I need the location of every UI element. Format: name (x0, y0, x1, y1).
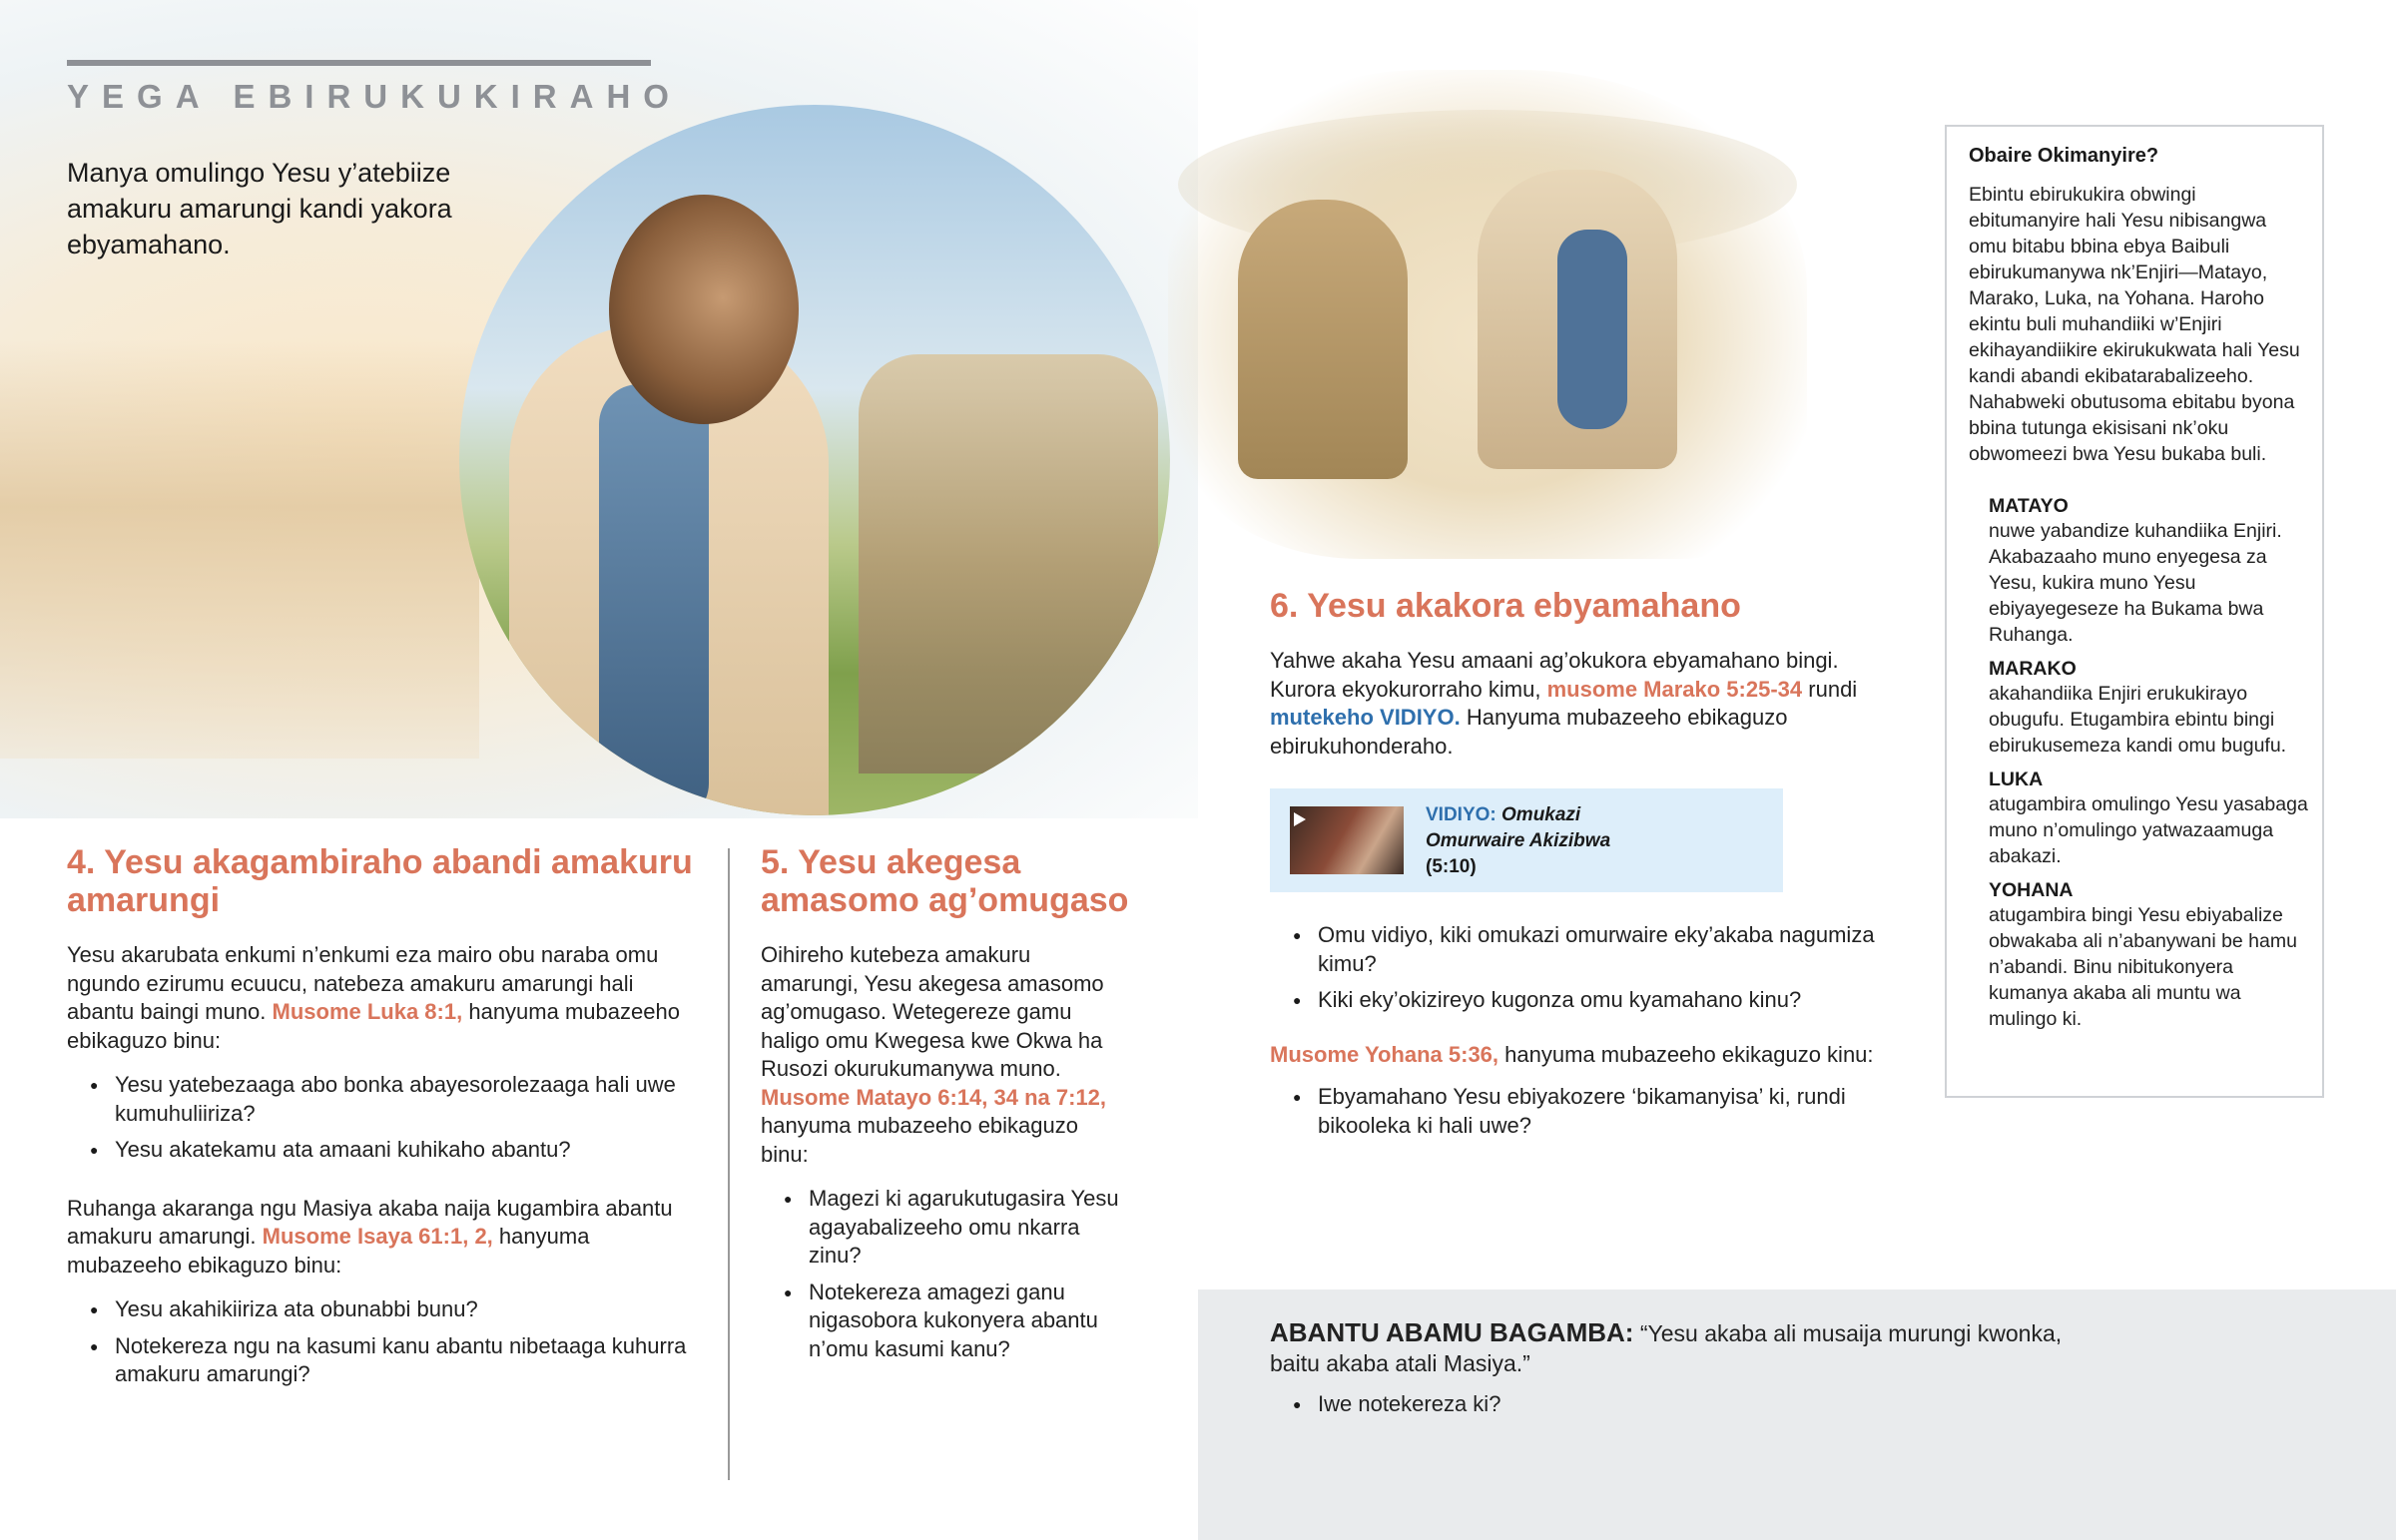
jesus-kneeling-scarf (1557, 230, 1627, 429)
sidebar-title: Obaire Okimanyire? (1969, 145, 2159, 167)
video-link[interactable]: mutekeho VIDIYO. (1270, 705, 1461, 730)
people-say-panel (1198, 1289, 2396, 1540)
section-4-questions-1 (67, 1071, 706, 1165)
play-icon[interactable] (1294, 812, 1306, 826)
people-say-text (1270, 1317, 2098, 1378)
video-info (1426, 802, 1610, 880)
jesus-head (609, 195, 799, 424)
section-5-paragraph: Oihireho kutebeza amakuru amarungi, Yesu akegesa amasomo ag’omugaso. Wetegereze gamu haligo omu Kwegesa kwe Okwa ha Rusozi okurukumanywa muno. Musome Matayo 6:14, 34 na 7:12, hanyuma mubazeeho ebikaguzo binu: (761, 942, 1107, 1167)
question-item: ● Yesu akahikiiriza ata obunabbi bunu? (67, 1295, 706, 1324)
town-illustration (0, 339, 479, 759)
scripture-link-luka[interactable]: Musome Luka 8:1, (272, 999, 463, 1024)
header-rule (67, 60, 651, 66)
section-tagline: YEGA EBIRUKUKIRAHO (67, 78, 682, 115)
section-6-title: 6. Yesu akakora ebyamahano (1270, 587, 1741, 625)
did-you-know-box (1945, 125, 2324, 1098)
question-item: ● Ebyamahano Yesu ebiyakozere ‘bikamanyisa’ ki, rundi bikooleka ki hali uwe? (1270, 1083, 1909, 1140)
section-5-title: 5. Yesu akegesa amasomo ag’omugaso (761, 843, 1129, 919)
gospel-item-luka: LUKA atugambira omulingo Yesu yasabaga muno n’omulingo yatwazaamuga abakazi. (1989, 769, 2308, 867)
scripture-link-isaya[interactable]: Musome Isaya 61:1, 2, (262, 1224, 493, 1249)
section-4-title: 4. Yesu akagambiraho abandi amakuru amarungi (67, 843, 693, 919)
video-duration: (5:10) (1426, 856, 1477, 877)
woman-figure (1238, 200, 1408, 479)
scripture-link-marako[interactable]: musome Marako 5:25-34 (1546, 676, 1803, 702)
section-6-questions-2 (1270, 1083, 1909, 1140)
section-6-paragraph: Yahwe akaha Yesu amaani ag’okukora ebyamahano bingi. Kurora ekyokurorraho kimu, musome Marako 5:25-34 rundi mutekeho VIDIYO. Hanyuma mubazeeho ebikaguzo ebirukuhonderaho. (1270, 648, 1858, 759)
intro-text: Manya omulingo Yesu y’atebiize amakuru amarungi kandi yakora ebyamahano. (67, 158, 452, 259)
gospel-item-matayo: MATAYO nuwe yabandize kuhandiika Enjiri. Akabazaaho muno enyegesa za Yesu, kukira muno Yesu ebiyayegeseze ha Bukama bwa Ruhanga. (1989, 495, 2282, 646)
video-card[interactable] (1270, 788, 1783, 892)
section-6 (1270, 587, 1889, 761)
question-item: ● Notekereza amagezi ganu nigasobora kukonyera abantu n’omu kasumi kanu? (761, 1279, 1130, 1364)
section-4 (67, 843, 706, 1389)
section-5-questions (761, 1185, 1130, 1363)
jesus-scarf (599, 384, 709, 815)
column-divider (728, 848, 730, 1480)
question-item: ● Yesu yatebezaaga abo bonka abayesorolezaaga hali uwe kumuhuliiriza? (67, 1071, 706, 1128)
question-item: ● Kiki eky’okizireyo kugonza omu kyamahano kinu? (1270, 986, 1909, 1015)
question-item: ● Notekereza ngu na kasumi kanu abantu nibetaaga kuhurra amakuru amarungi? (67, 1332, 706, 1389)
scripture-link-matayo[interactable]: Musome Matayo 6:14, 34 na 7:12, (761, 1084, 1107, 1110)
video-label: VIDIYO: (1426, 804, 1497, 825)
question-item: ● Iwe notekereza ki? (1270, 1390, 2098, 1419)
section-6-questions-1 (1270, 921, 1909, 1015)
video-title-line2: Omurwaire Akizibwa (1426, 830, 1611, 851)
section-6-paragraph-2: Musome Yohana 5:36, hanyuma mubazeeho ekikaguzo kinu: (1270, 1041, 1874, 1067)
video-title-line1: Omukazi (1501, 804, 1581, 825)
gospel-item-marako: MARAKO akahandiika Enjiri erukukirayo obugufu. Etugambira ebintu bingi ebirukusemeza kandi omu bugufu. (1989, 658, 2287, 757)
people-say-label: ABANTU ABAMU BAGAMBA: (1270, 1317, 1634, 1347)
people-say-quote: “Yesu akaba ali musaija murungi kwonka, baitu akaba atali Masiya.” (1270, 1320, 2063, 1376)
sidebar-text: Ebintu ebirukukira obwingi ebitumanyire hali Yesu nibisangwa omu bitabu bbina ebya Baibuli ebirukumanywa nk’Enjiri—Matayo, Marako, Luka, na Yohana. Haroho ekintu buli muhandiiki w’Enjiri ekihayandiikire ekirukukwata hali Yesu kandi abandi ekibatarabalizeeho. Nahabweki obutusoma ebitabu byona bbina tutunga ekisisani nk’oku obwomeezi bwa Yesu bukaba buli. (1969, 184, 2300, 465)
gospel-list (1969, 495, 2308, 1032)
question-item: ● Yesu akatekamu ata amaani kuhikaho abantu? (67, 1136, 706, 1165)
section-5 (761, 843, 1130, 1363)
section-4-questions-2 (67, 1295, 706, 1389)
question-item: ● Magezi ki agarukutugasira Yesu agayabalizeeho omu nkarra zinu? (761, 1185, 1130, 1271)
gospel-item-yohana: YOHANA atugambira bingi Yesu ebiyabalize obwakaba ali n’abanywani be hamu n’abandi. Binu nibitukonyera kumanya akaba ali muntu wa mulingo ki. (1989, 879, 2297, 1030)
preaching-illustration (459, 105, 1170, 815)
video-thumbnail[interactable] (1290, 806, 1404, 874)
people-say-questions (1270, 1390, 2098, 1419)
section-4-paragraph-2: Ruhanga akaranga ngu Masiya akaba naija kugambira abantu amakuru amarungi. Musome Isaya 61:1, 2, hanyuma mubazeeho ebikaguzo binu: (67, 1195, 673, 1278)
scripture-link-yohana[interactable]: Musome Yohana 5:36, (1270, 1041, 1499, 1067)
question-item: ● Omu vidiyo, kiki omukazi omurwaire eky’akaba nagumiza kimu? (1270, 921, 1909, 978)
section-6-questions-block (1270, 921, 1909, 1140)
section-4-paragraph-1: Yesu akarubata enkumi n’enkumi eza mairo obu naraba omu ngundo ezirumu ecuucu, natebeza amakuru amarungi hali abantu baingi muno. Musome Luka 8:1, hanyuma mubazeeho ebikaguzo binu: (67, 942, 680, 1053)
crowd-figure (859, 354, 1158, 773)
